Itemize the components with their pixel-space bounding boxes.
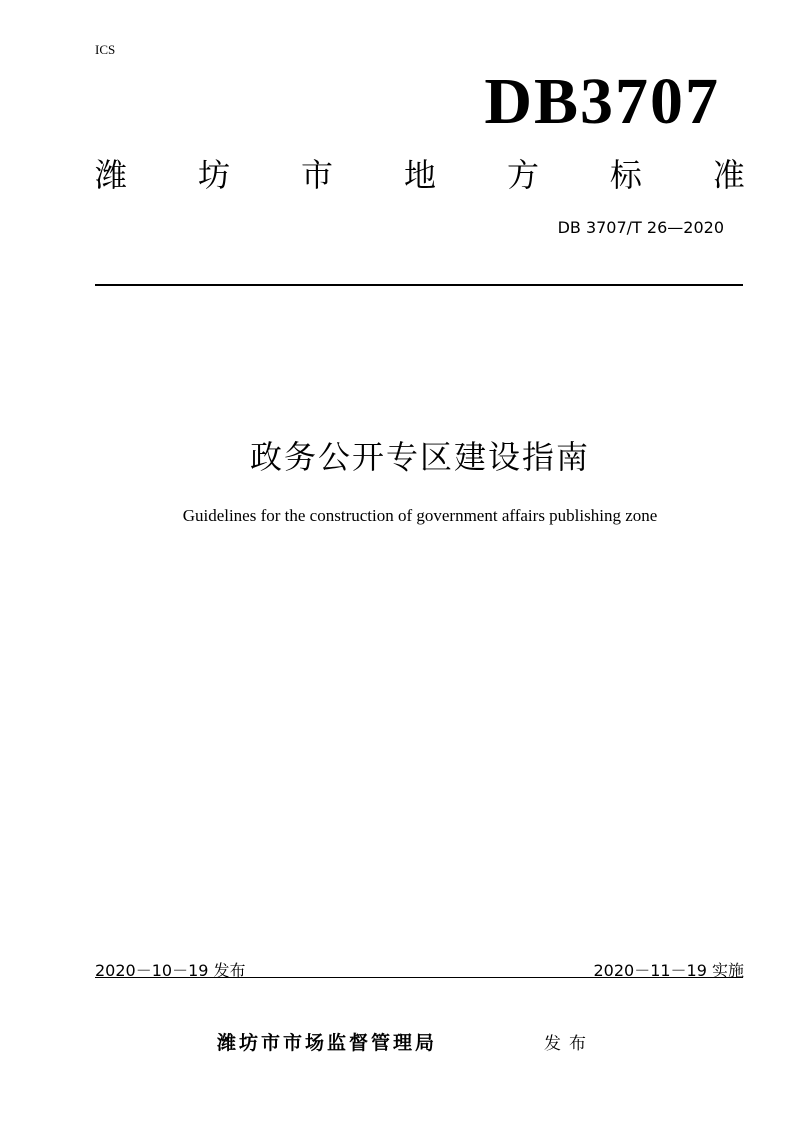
standard-type-char: 方 (506, 156, 539, 194)
standard-type-char: 地 (403, 156, 436, 194)
standard-type-char: 潍 (95, 156, 128, 194)
standard-type-char: 市 (300, 156, 333, 194)
standard-number: DB 3707/T 26—2020 (557, 218, 724, 237)
header-divider (95, 284, 743, 286)
standard-type-char: 坊 (197, 156, 230, 194)
issuing-authority: 潍坊市市场监督管理局 (217, 1032, 438, 1054)
standard-type (95, 155, 745, 195)
footer-divider (95, 977, 743, 978)
ics-label: ICS (95, 42, 116, 57)
issue-date: 2020－10－19 发布 (95, 961, 246, 980)
document-title-english: Guidelines for the construction of government affairs publishing zone (182, 506, 658, 525)
document-title: 政务公开专区建设指南 (249, 438, 590, 476)
standard-type-char: 标 (609, 156, 642, 194)
standard-type-char: 准 (712, 156, 745, 194)
implementation-date: 2020－11－19 实施 (593, 961, 744, 980)
standard-code: DB3707 (484, 65, 720, 138)
publish-label: 发布 (544, 1034, 594, 1054)
